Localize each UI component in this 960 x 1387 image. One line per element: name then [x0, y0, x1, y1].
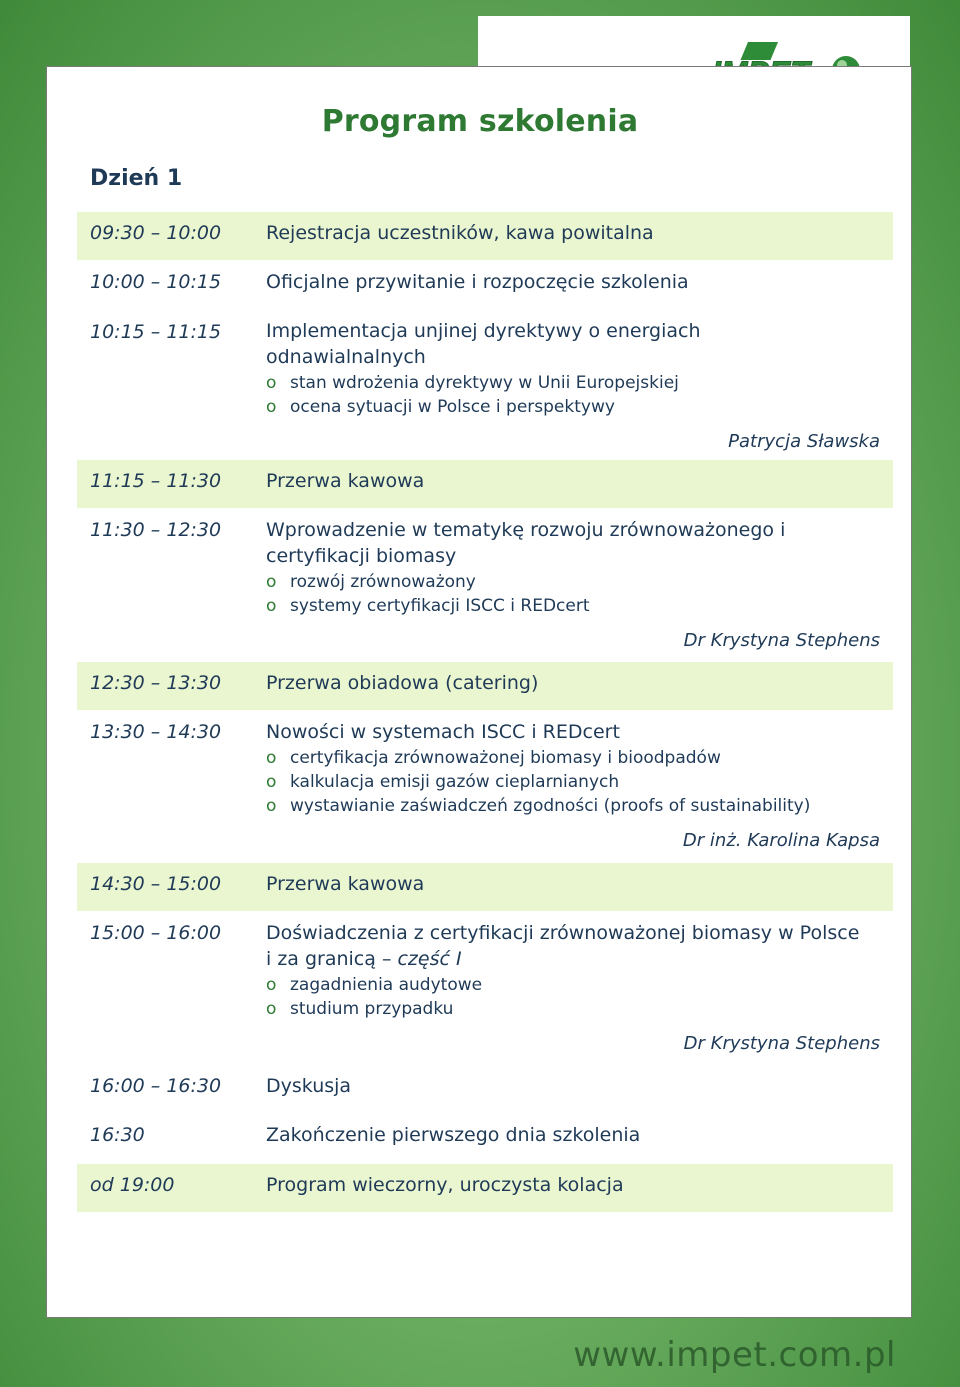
bullet-icon: o [266, 975, 277, 995]
schedule-time: 11:15 – 11:30 [90, 470, 222, 492]
schedule-time: 16:00 – 16:30 [90, 1075, 222, 1097]
session-bullet: o studium przypadku [266, 999, 454, 1019]
session-title: Przerwa kawowa [266, 873, 425, 895]
bullet-icon: o [266, 748, 277, 768]
session-title: Nowości w systemach ISCC i REDcert [266, 721, 620, 743]
bullet-icon: o [266, 373, 277, 393]
session-title: Program wieczorny, uroczysta kolacja [266, 1174, 624, 1196]
session-bullet: o certyfikacja zrównoważonej biomasy i bioodpadów [266, 748, 721, 768]
bullet-icon: o [266, 999, 277, 1019]
session-title: Przerwa obiadowa (catering) [266, 672, 539, 694]
speaker-name: Dr Krystyna Stephens [683, 630, 880, 651]
schedule-time: 10:15 – 11:15 [90, 321, 222, 343]
session-title: Oficjalne przywitanie i rozpoczęcie szkolenia [266, 271, 689, 293]
session-bullet: o systemy certyfikacji ISCC i REDcert [266, 596, 590, 616]
schedule-time: 09:30 – 10:00 [90, 222, 222, 244]
speaker-name: Dr inż. Karolina Kapsa [682, 830, 880, 851]
session-title: Implementacja unjinej dyrektywy o energiach odnawialnalnych [266, 320, 701, 368]
day-heading: Dzień 1 [90, 166, 183, 191]
schedule-time: 11:30 – 12:30 [90, 519, 222, 541]
bullet-icon: o [266, 772, 277, 792]
page-title: Program szkolenia [321, 104, 639, 139]
schedule-time: 16:30 [90, 1124, 145, 1146]
session-part-label: część I [397, 948, 462, 970]
schedule-time: od 19:00 [90, 1174, 175, 1196]
session-bullet: o zagadnienia audytowe [266, 975, 483, 995]
session-title: Dyskusja [266, 1075, 352, 1097]
session-title: Zakończenie pierwszego dnia szkolenia [266, 1124, 641, 1146]
session-bullet: o stan wdrożenia dyrektywy w Unii Europejskiej [266, 373, 679, 393]
session-bullet: o rozwój zrównoważony [266, 572, 476, 592]
schedule-time: 14:30 – 15:00 [90, 873, 222, 895]
session-title: Doświadczenia z certyfikacji zrównoważonej biomasy w Polsce i za granicą – część I [266, 922, 860, 970]
bullet-icon: o [266, 596, 277, 616]
session-title: Przerwa kawowa [266, 470, 425, 492]
bullet-icon: o [266, 572, 277, 592]
schedule-time: 15:00 – 16:00 [90, 922, 222, 944]
footer-url: www.impet.com.pl [573, 1335, 896, 1375]
session-title: Rejestracja uczestników, kawa powitalna [266, 222, 654, 244]
session-bullet: o ocena sytuacji w Polsce i perspektywy [266, 397, 615, 417]
session-title: Wprowadzenie w tematykę rozwoju zrównoważonego i certyfikacji biomasy [266, 519, 786, 567]
speaker-name: Dr Krystyna Stephens [683, 1033, 880, 1054]
schedule-time: 10:00 – 10:15 [90, 271, 222, 293]
session-bullet: o kalkulacja emisji gazów cieplarnianych [266, 772, 620, 792]
session-bullet: o wystawianie zaświadczeń zgodności (proofs of sustainability) [266, 796, 811, 816]
schedule-time: 13:30 – 14:30 [90, 721, 222, 743]
bullet-icon: o [266, 397, 277, 417]
speaker-name: Patrycja Sławska [728, 431, 880, 452]
bullet-icon: o [266, 796, 277, 816]
schedule-time: 12:30 – 13:30 [90, 672, 222, 694]
